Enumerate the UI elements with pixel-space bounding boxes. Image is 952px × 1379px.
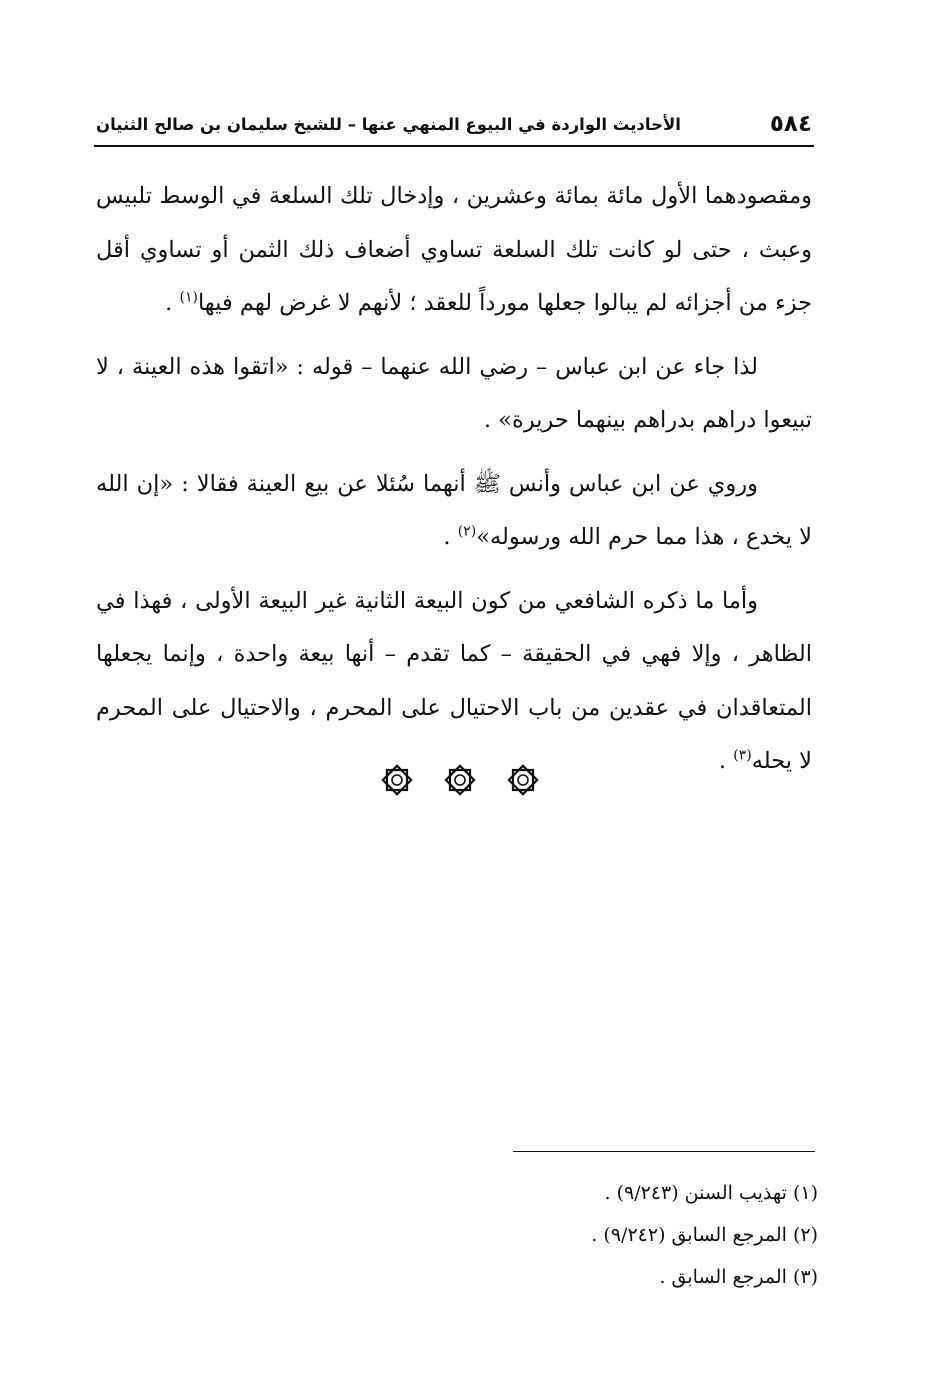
footnote-ref: (١): [179, 289, 198, 306]
footnote: (١) تهذيب السنن (٩/٢٤٣) .: [604, 1182, 818, 1204]
footnote: (٢) المرجع السابق (٩/٢٤٢) .: [591, 1224, 818, 1246]
footnotes: [400, 1172, 818, 1298]
paragraph: وروي عن ابن عباس وأنس ﷺ أنهما سُئلا عن بيع العينة فقالا : «إن الله لا يخدع ، هذا مما حرم الله ورسوله»$^{(٢)}$ .: [96, 470, 812, 550]
eight-pointed-star-icon: [506, 763, 540, 797]
eight-pointed-star-icon: [443, 763, 477, 797]
paragraph: لذا جاء عن ابن عباس – رضي الله عنهما – قوله : «اتقوا هذه العينة ، لا تبيعوا دراهم بدراهم بينهما حريرة» .: [96, 353, 812, 433]
paragraph: ومقصودهما الأول مائة بمائة وعشرين ، وإدخال تلك السلعة في الوسط تلبيس وعبث ، حتى لو كانت تلك السلعة تساوي أضعاف ذلك الثمن أو تساوي أقل جزء من أجزائه لم يبالوا جعلها مورداً للعقد ؛ لأنهم لا غرض لهم فيها$^{(١)}$ .: [96, 183, 812, 316]
footnote-ref: (٣): [733, 747, 752, 764]
page-number: ٥٨٤: [769, 111, 812, 137]
footnote-ref: (٢): [457, 523, 477, 540]
page-header: [96, 104, 812, 144]
paragraph: وأما ما ذكره الشافعي من كون البيعة الثانية غير البيعة الأولى ، فهذا في الظاهر ، وإلا فهي في الحقيقة – كما تقدم – أنها بيعة واحدة ، وإنما يجعلها المتعاقدان في عقدين من باب الاحتيال على المحرم ، والاحتيال على المحرم لا يحله$^{(٣)}$ .: [96, 587, 812, 774]
footnote: (٣) المرجع السابق .: [659, 1266, 818, 1288]
header-rule: [94, 145, 814, 147]
section-end-ornaments: [380, 760, 540, 800]
running-title: الأحاديث الواردة في البيوع المنهي عنها – للشيخ سليمان بن صالح الثنيان: [96, 114, 681, 134]
main-text: [96, 170, 812, 799]
footnote-separator: [513, 1151, 815, 1152]
eight-pointed-star-icon: [380, 763, 414, 797]
